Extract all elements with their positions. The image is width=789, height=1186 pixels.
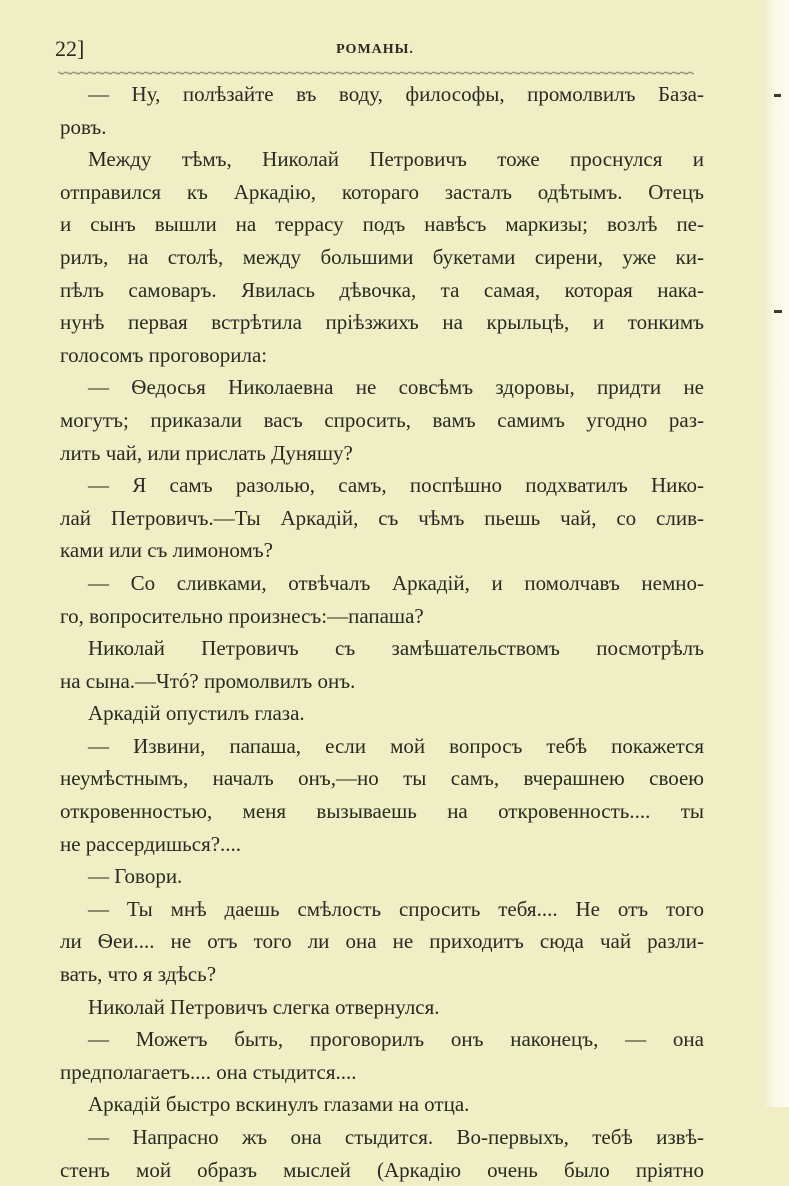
text-line: пѣлъ самоваръ. Явилась дѣвочка, та самая, которая нака- — [60, 277, 704, 302]
page-number: 22] — [55, 36, 85, 61]
text-line: — Ты мнѣ даешь смѣлость спросить тебя.... Не отъ того — [88, 896, 704, 921]
text-line: — Ну, полѣзайте въ воду, философы, промолвилъ База- — [88, 82, 704, 106]
text-line: ровъ. — [60, 114, 107, 139]
margin-mark — [774, 94, 781, 97]
page-body-text — [60, 78, 704, 1186]
running-title: РОМАНЫ. — [336, 42, 414, 57]
text-line: Аркадій опустилъ глаза. — [88, 701, 305, 726]
text-line: — Говори. — [88, 864, 183, 889]
header-wavy-rule — [58, 70, 694, 76]
text-line: Между тѣмъ, Николай Петровичъ тоже проснулся и — [88, 147, 704, 172]
text-line: голосомъ проговорила: — [60, 342, 268, 367]
page-edge — [763, 0, 789, 1107]
text-line: неумѣстнымъ, началъ онъ,—но ты самъ, вчерашнею своею — [60, 766, 704, 791]
text-line: Николай Петровичъ съ замѣшательствомъ посмотрѣлъ — [88, 636, 704, 661]
text-line: — Я самъ разолью, самъ, поспѣшно подхватилъ Нико- — [88, 473, 704, 498]
text-line: — Извини, папаша, если мой вопросъ тебѣ покажется — [88, 733, 704, 758]
text-line: нунѣ первая встрѣтила пріѣзжихъ на крыльцѣ, и тонкимъ — [60, 310, 704, 335]
text-line: стенъ мой образъ мыслей (Аркадію очень было пріятно — [60, 1157, 704, 1182]
text-line: — Напрасно жъ она стыдится. Во-первыхъ, тебѣ извѣ- — [88, 1125, 704, 1149]
text-line: не рассердишься?.... — [60, 831, 242, 856]
text-line: го, вопросительно произнесъ:—папаша? — [60, 603, 424, 628]
text-line: — Можетъ быть, проговорилъ онъ наконецъ, — она — [88, 1027, 704, 1052]
text-line: — Со сливками, отвѣчалъ Аркадій, и помолчавъ немно- — [88, 570, 704, 595]
text-line: Аркадій быстро вскинулъ глазами на отца. — [88, 1092, 470, 1117]
text-line: ли Ѳеи.... не отъ того ли она не приходитъ сюда чай разли- — [60, 929, 704, 954]
text-line: и сынъ вышли на террасу подъ навѣсъ маркизы; возлѣ пе- — [60, 212, 704, 237]
text-line: Николай Петровичъ слегка отвернулся. — [88, 994, 440, 1019]
text-line: откровенностью, меня вызываешь на откровенность.... ты — [60, 799, 704, 824]
text-line: вать, что я здѣсь? — [60, 962, 217, 987]
margin-mark — [774, 310, 782, 313]
text-line: рилъ, на столѣ, между большими букетами сирени, уже ки- — [60, 244, 704, 269]
text-line: могутъ; приказали васъ спросить, вамъ самимъ угодно раз- — [60, 407, 704, 432]
text-line: предполагаетъ.... она стыдится.... — [60, 1059, 357, 1084]
text-line: — Ѳедосья Николаевна не совсѣмъ здоровы, придти не — [88, 375, 704, 400]
text-line: отправился къ Аркадію, котораго засталъ одѣтымъ. Отецъ — [60, 179, 704, 204]
text-line: лай Петровичъ.—Ты Аркадій, съ чѣмъ пьешь чай, со слив- — [60, 505, 704, 530]
text-line: на сына.—Чтó? промолвилъ онъ. — [60, 668, 356, 693]
text-line: лить чай, или прислать Дуняшу? — [60, 440, 353, 465]
text-line: ками или съ лимономъ? — [60, 538, 273, 563]
